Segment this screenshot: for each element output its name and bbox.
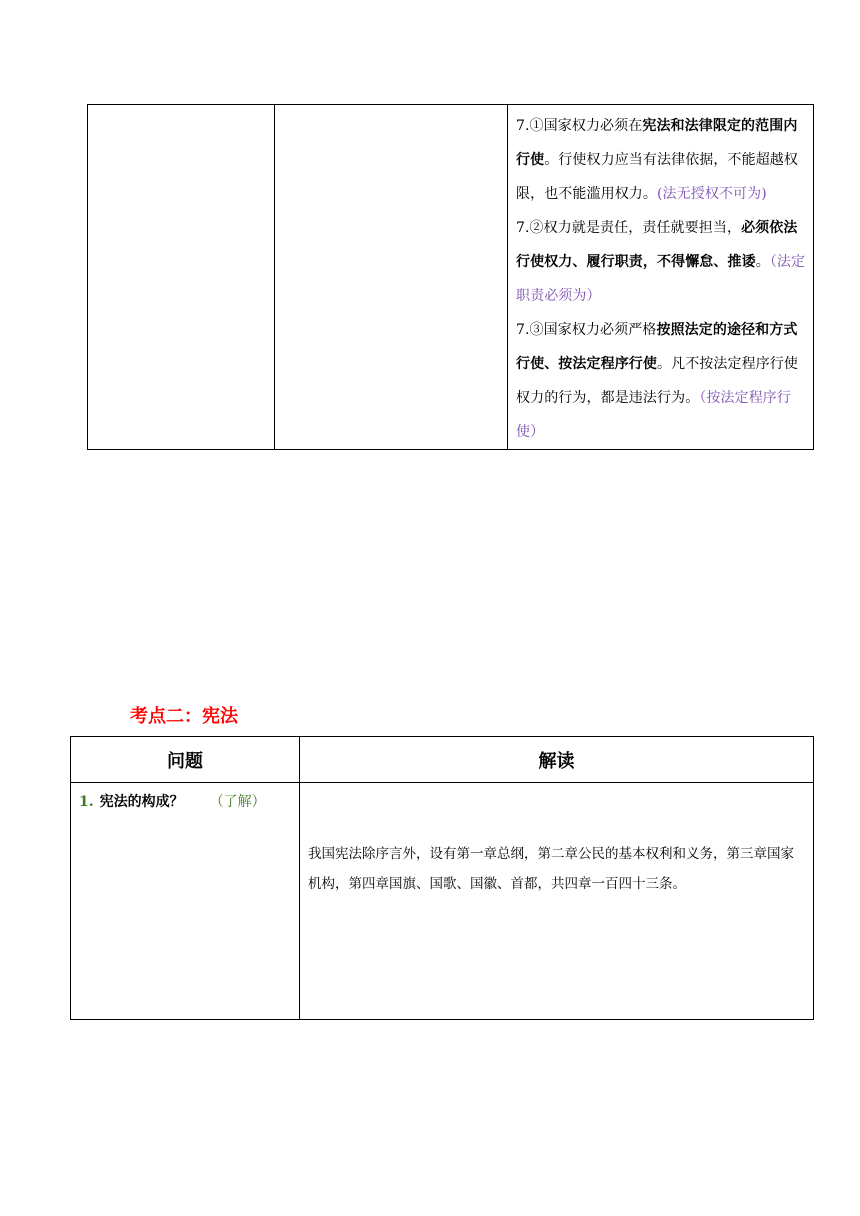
text: 。凡不按法定程序行使权力的行为，都是违法行为。 (516, 356, 798, 406)
text: 7.③国家权力必须严格 (516, 322, 657, 338)
text: 。行使权力应当有法律依据，不能超越权限，也不能滥用权力。 (516, 152, 799, 202)
constitution-table (70, 736, 814, 1020)
answer-cell: 我国宪法除序言外，设有第一章总纲，第二章公民的基本权利和义务，第三章国家机构，第四章国旗、国歌、国徽、首都，共四章一百四十三条。 (300, 783, 814, 1020)
note-text: (法无授权不可为) (657, 186, 767, 202)
level-tag: （了解） (209, 794, 266, 810)
text: 。 (755, 254, 770, 270)
bold-text: 宪法和法律限定的范围内行使 (516, 118, 798, 168)
paragraph-7-1 (516, 109, 807, 211)
question-header: 问题 (71, 737, 300, 783)
empty-cell-1 (88, 105, 275, 450)
table-row (88, 105, 814, 450)
question-number: 1. (79, 794, 94, 810)
table-row (71, 783, 814, 1020)
bold-text: 必须依法行使权力、履行职责，不得懈怠、推诿 (516, 220, 798, 270)
text: 7.①国家权力必须在 (516, 118, 643, 134)
content-cell (508, 105, 814, 450)
question-text: 宪法的构成？ (99, 794, 184, 810)
paragraph-7-3 (516, 313, 807, 449)
paragraph-7-2 (516, 211, 807, 313)
empty-cell-2 (275, 105, 508, 450)
note-text: （按法定程序行使） (516, 390, 792, 440)
bold-text: 按照法定的途径和方式行使、按法定程序行使 (516, 322, 798, 372)
continued-table (87, 104, 814, 450)
header-row (71, 737, 814, 783)
question-cell (71, 783, 300, 1020)
section-heading: 考点二：宪法 (130, 706, 238, 727)
answer-header: 解读 (300, 737, 814, 783)
text: 7.②权力就是责任，责任就要担当， (516, 220, 742, 236)
note-text: （法定职责必须为） (516, 254, 806, 304)
